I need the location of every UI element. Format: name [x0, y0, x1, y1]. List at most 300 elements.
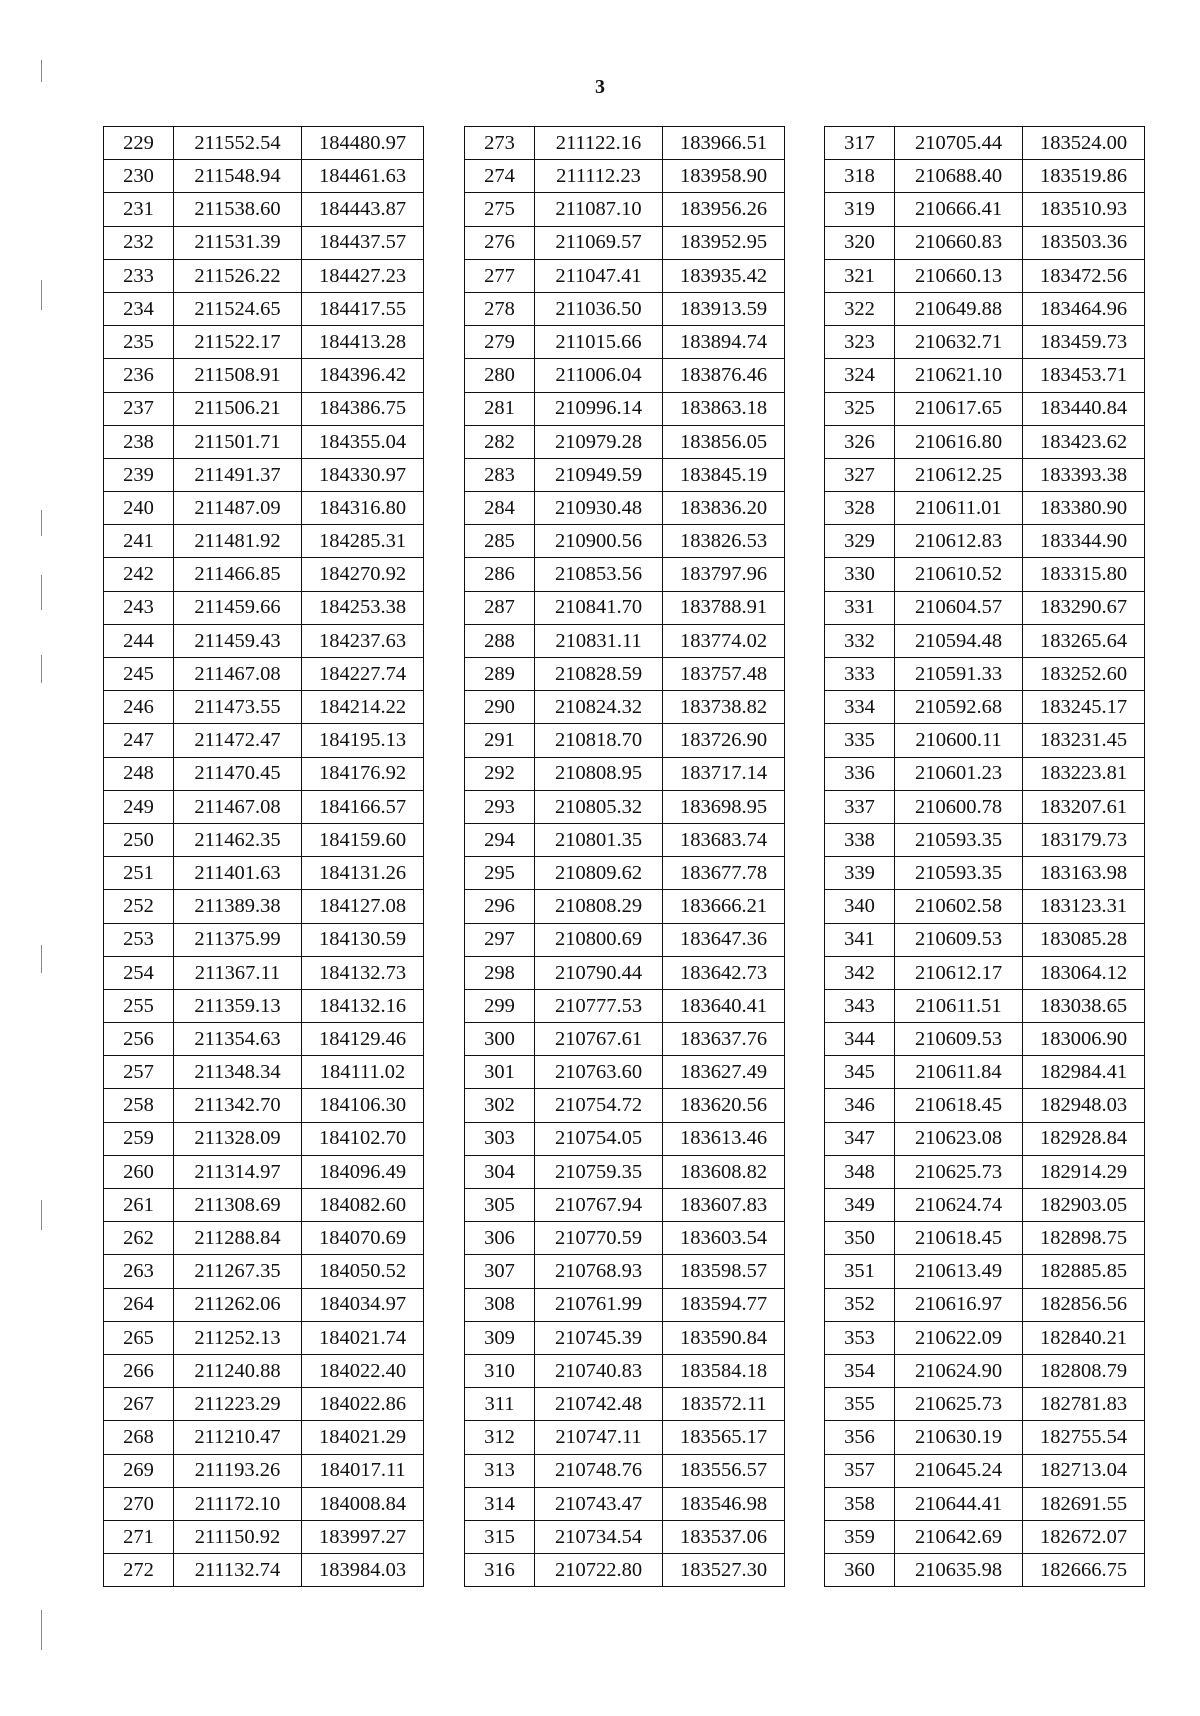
table-row — [825, 558, 1145, 591]
point-number-cell: 302 — [465, 1089, 535, 1122]
table-row — [825, 691, 1145, 724]
x-coordinate-cell: 210609.53 — [895, 1023, 1023, 1056]
table-row — [465, 1122, 785, 1155]
scan-margin-mark — [41, 280, 42, 310]
point-number-cell: 319 — [825, 193, 895, 226]
y-coordinate-cell: 183647.36 — [663, 923, 785, 956]
point-number-cell: 327 — [825, 458, 895, 491]
point-number-cell: 256 — [104, 1023, 174, 1056]
x-coordinate-cell: 211308.69 — [174, 1189, 302, 1222]
y-coordinate-cell: 184070.69 — [302, 1222, 424, 1255]
point-number-cell: 330 — [825, 558, 895, 591]
table-row — [825, 658, 1145, 691]
point-number-cell: 352 — [825, 1288, 895, 1321]
y-coordinate-cell: 183598.57 — [663, 1255, 785, 1288]
point-number-cell: 285 — [465, 525, 535, 558]
x-coordinate-cell: 210767.94 — [535, 1189, 663, 1222]
table-row — [104, 658, 424, 691]
point-number-cell: 346 — [825, 1089, 895, 1122]
y-coordinate-cell: 184355.04 — [302, 425, 424, 458]
x-coordinate-cell: 210768.93 — [535, 1255, 663, 1288]
table-row — [825, 956, 1145, 989]
y-coordinate-cell: 183620.56 — [663, 1089, 785, 1122]
x-coordinate-cell: 210632.71 — [895, 326, 1023, 359]
table-row — [825, 326, 1145, 359]
point-number-cell: 342 — [825, 956, 895, 989]
table-row — [825, 857, 1145, 890]
x-coordinate-cell: 210743.47 — [535, 1487, 663, 1520]
point-number-cell: 273 — [465, 127, 535, 160]
point-number-cell: 284 — [465, 492, 535, 525]
point-number-cell: 280 — [465, 359, 535, 392]
table-row — [825, 492, 1145, 525]
table-row — [104, 890, 424, 923]
x-coordinate-cell: 211359.13 — [174, 989, 302, 1022]
x-coordinate-cell: 211015.66 — [535, 326, 663, 359]
point-number-cell: 320 — [825, 226, 895, 259]
coordinate-table-3 — [824, 126, 1145, 1587]
y-coordinate-cell: 183717.14 — [663, 757, 785, 790]
y-coordinate-cell: 183956.26 — [663, 193, 785, 226]
x-coordinate-cell: 210635.98 — [895, 1554, 1023, 1587]
table-row — [825, 1454, 1145, 1487]
x-coordinate-cell: 211524.65 — [174, 292, 302, 325]
table-row — [465, 458, 785, 491]
x-coordinate-cell: 210612.17 — [895, 956, 1023, 989]
point-number-cell: 318 — [825, 160, 895, 193]
y-coordinate-cell: 184022.40 — [302, 1354, 424, 1387]
table-row — [465, 591, 785, 624]
y-coordinate-cell: 184021.29 — [302, 1421, 424, 1454]
x-coordinate-cell: 211314.97 — [174, 1155, 302, 1188]
y-coordinate-cell: 182755.54 — [1023, 1421, 1145, 1454]
point-number-cell: 239 — [104, 458, 174, 491]
point-number-cell: 263 — [104, 1255, 174, 1288]
y-coordinate-cell: 184270.92 — [302, 558, 424, 591]
table-row — [465, 1255, 785, 1288]
point-number-cell: 336 — [825, 757, 895, 790]
table-row — [104, 1288, 424, 1321]
y-coordinate-cell: 183245.17 — [1023, 691, 1145, 724]
table-row — [104, 790, 424, 823]
x-coordinate-cell: 210600.11 — [895, 724, 1023, 757]
table-row — [104, 160, 424, 193]
table-row — [104, 956, 424, 989]
x-coordinate-cell: 210616.80 — [895, 425, 1023, 458]
point-number-cell: 238 — [104, 425, 174, 458]
x-coordinate-cell: 211506.21 — [174, 392, 302, 425]
table-row — [465, 392, 785, 425]
x-coordinate-cell: 211342.70 — [174, 1089, 302, 1122]
table-row — [465, 691, 785, 724]
x-coordinate-cell: 210611.84 — [895, 1056, 1023, 1089]
y-coordinate-cell: 182781.83 — [1023, 1388, 1145, 1421]
table-row — [825, 1520, 1145, 1553]
x-coordinate-cell: 211047.41 — [535, 259, 663, 292]
point-number-cell: 290 — [465, 691, 535, 724]
x-coordinate-cell: 210611.01 — [895, 492, 1023, 525]
y-coordinate-cell: 184396.42 — [302, 359, 424, 392]
y-coordinate-cell: 183265.64 — [1023, 624, 1145, 657]
y-coordinate-cell: 184176.92 — [302, 757, 424, 790]
table-row — [465, 923, 785, 956]
table-row — [465, 160, 785, 193]
y-coordinate-cell: 183380.90 — [1023, 492, 1145, 525]
table-row — [465, 1056, 785, 1089]
table-row — [465, 259, 785, 292]
y-coordinate-cell: 183856.05 — [663, 425, 785, 458]
table-row — [825, 1222, 1145, 1255]
point-number-cell: 297 — [465, 923, 535, 956]
x-coordinate-cell: 211262.06 — [174, 1288, 302, 1321]
y-coordinate-cell: 183788.91 — [663, 591, 785, 624]
table-row — [825, 525, 1145, 558]
x-coordinate-cell: 210622.09 — [895, 1321, 1023, 1354]
point-number-cell: 315 — [465, 1520, 535, 1553]
x-coordinate-cell: 211459.43 — [174, 624, 302, 657]
table-row — [825, 226, 1145, 259]
x-coordinate-cell: 211354.63 — [174, 1023, 302, 1056]
point-number-cell: 244 — [104, 624, 174, 657]
table-row — [104, 923, 424, 956]
table-row — [104, 757, 424, 790]
x-coordinate-cell: 211367.11 — [174, 956, 302, 989]
x-coordinate-cell: 210594.48 — [895, 624, 1023, 657]
x-coordinate-cell: 211252.13 — [174, 1321, 302, 1354]
table-row — [104, 1487, 424, 1520]
table-row — [825, 923, 1145, 956]
x-coordinate-cell: 210625.73 — [895, 1388, 1023, 1421]
table-row — [104, 724, 424, 757]
table-row — [825, 160, 1145, 193]
x-coordinate-cell: 211467.08 — [174, 790, 302, 823]
table-row — [104, 1421, 424, 1454]
x-coordinate-cell: 211348.34 — [174, 1056, 302, 1089]
y-coordinate-cell: 183863.18 — [663, 392, 785, 425]
y-coordinate-cell: 184237.63 — [302, 624, 424, 657]
table-row — [104, 1189, 424, 1222]
table-row — [465, 525, 785, 558]
y-coordinate-cell: 183640.41 — [663, 989, 785, 1022]
point-number-cell: 309 — [465, 1321, 535, 1354]
point-number-cell: 338 — [825, 823, 895, 856]
x-coordinate-cell: 210642.69 — [895, 1520, 1023, 1553]
point-number-cell: 288 — [465, 624, 535, 657]
y-coordinate-cell: 182885.85 — [1023, 1255, 1145, 1288]
y-coordinate-cell: 182691.55 — [1023, 1487, 1145, 1520]
x-coordinate-cell: 210748.76 — [535, 1454, 663, 1487]
y-coordinate-cell: 182903.05 — [1023, 1189, 1145, 1222]
y-coordinate-cell: 184443.87 — [302, 193, 424, 226]
y-coordinate-cell: 183519.86 — [1023, 160, 1145, 193]
table-row — [104, 193, 424, 226]
table-row — [465, 989, 785, 1022]
x-coordinate-cell: 211508.91 — [174, 359, 302, 392]
y-coordinate-cell: 183510.93 — [1023, 193, 1145, 226]
point-number-cell: 245 — [104, 658, 174, 691]
y-coordinate-cell: 183726.90 — [663, 724, 785, 757]
x-coordinate-cell: 210660.13 — [895, 259, 1023, 292]
table-row — [104, 1354, 424, 1387]
table-row — [825, 1056, 1145, 1089]
point-number-cell: 262 — [104, 1222, 174, 1255]
y-coordinate-cell: 183440.84 — [1023, 392, 1145, 425]
table-row — [465, 1222, 785, 1255]
y-coordinate-cell: 183207.61 — [1023, 790, 1145, 823]
x-coordinate-cell: 210831.11 — [535, 624, 663, 657]
x-coordinate-cell: 211087.10 — [535, 193, 663, 226]
table-row — [825, 624, 1145, 657]
point-number-cell: 296 — [465, 890, 535, 923]
y-coordinate-cell: 184480.97 — [302, 127, 424, 160]
point-number-cell: 316 — [465, 1554, 535, 1587]
point-number-cell: 341 — [825, 923, 895, 956]
y-coordinate-cell: 184132.73 — [302, 956, 424, 989]
table-row — [465, 193, 785, 226]
table-row — [104, 1554, 424, 1587]
x-coordinate-cell: 211459.66 — [174, 591, 302, 624]
coordinate-table-1 — [103, 126, 424, 1587]
x-coordinate-cell: 210754.72 — [535, 1089, 663, 1122]
table-row — [104, 1122, 424, 1155]
point-number-cell: 307 — [465, 1255, 535, 1288]
table-row — [825, 1122, 1145, 1155]
table-row — [465, 326, 785, 359]
point-number-cell: 356 — [825, 1421, 895, 1454]
table-row — [104, 1388, 424, 1421]
y-coordinate-cell: 184008.84 — [302, 1487, 424, 1520]
x-coordinate-cell: 211481.92 — [174, 525, 302, 558]
table-row — [825, 259, 1145, 292]
y-coordinate-cell: 183565.17 — [663, 1421, 785, 1454]
x-coordinate-cell: 210828.59 — [535, 658, 663, 691]
x-coordinate-cell: 211401.63 — [174, 857, 302, 890]
point-number-cell: 351 — [825, 1255, 895, 1288]
x-coordinate-cell: 211223.29 — [174, 1388, 302, 1421]
x-coordinate-cell: 211150.92 — [174, 1520, 302, 1553]
x-coordinate-cell: 211531.39 — [174, 226, 302, 259]
y-coordinate-cell: 184082.60 — [302, 1189, 424, 1222]
x-coordinate-cell: 210611.51 — [895, 989, 1023, 1022]
point-number-cell: 311 — [465, 1388, 535, 1421]
y-coordinate-cell: 183393.38 — [1023, 458, 1145, 491]
point-number-cell: 289 — [465, 658, 535, 691]
point-number-cell: 355 — [825, 1388, 895, 1421]
y-coordinate-cell: 184102.70 — [302, 1122, 424, 1155]
table-row — [465, 890, 785, 923]
point-number-cell: 251 — [104, 857, 174, 890]
table-row — [825, 127, 1145, 160]
y-coordinate-cell: 183423.62 — [1023, 425, 1145, 458]
table-row — [104, 591, 424, 624]
x-coordinate-cell: 211526.22 — [174, 259, 302, 292]
table-row — [825, 1189, 1145, 1222]
point-number-cell: 240 — [104, 492, 174, 525]
point-number-cell: 333 — [825, 658, 895, 691]
point-number-cell: 234 — [104, 292, 174, 325]
point-number-cell: 303 — [465, 1122, 535, 1155]
point-number-cell: 270 — [104, 1487, 174, 1520]
y-coordinate-cell: 183608.82 — [663, 1155, 785, 1188]
point-number-cell: 328 — [825, 492, 895, 525]
x-coordinate-cell: 211472.47 — [174, 724, 302, 757]
x-coordinate-cell: 211473.55 — [174, 691, 302, 724]
point-number-cell: 317 — [825, 127, 895, 160]
table-row — [104, 392, 424, 425]
y-coordinate-cell: 183826.53 — [663, 525, 785, 558]
x-coordinate-cell: 210593.35 — [895, 823, 1023, 856]
table-row — [465, 857, 785, 890]
table-row — [825, 1155, 1145, 1188]
x-coordinate-cell: 210601.23 — [895, 757, 1023, 790]
table-row — [465, 1089, 785, 1122]
y-coordinate-cell: 184022.86 — [302, 1388, 424, 1421]
x-coordinate-cell: 211467.08 — [174, 658, 302, 691]
point-number-cell: 235 — [104, 326, 174, 359]
table-row — [465, 823, 785, 856]
table-row — [825, 392, 1145, 425]
x-coordinate-cell: 210759.35 — [535, 1155, 663, 1188]
x-coordinate-cell: 211210.47 — [174, 1421, 302, 1454]
x-coordinate-cell: 210593.35 — [895, 857, 1023, 890]
y-coordinate-cell: 183594.77 — [663, 1288, 785, 1321]
x-coordinate-cell: 210930.48 — [535, 492, 663, 525]
y-coordinate-cell: 183845.19 — [663, 458, 785, 491]
y-coordinate-cell: 183894.74 — [663, 326, 785, 359]
table-row — [465, 1388, 785, 1421]
y-coordinate-cell: 183683.74 — [663, 823, 785, 856]
y-coordinate-cell: 183966.51 — [663, 127, 785, 160]
point-number-cell: 299 — [465, 989, 535, 1022]
point-number-cell: 322 — [825, 292, 895, 325]
point-number-cell: 324 — [825, 359, 895, 392]
table-row — [104, 458, 424, 491]
x-coordinate-cell: 210591.33 — [895, 658, 1023, 691]
y-coordinate-cell: 183836.20 — [663, 492, 785, 525]
x-coordinate-cell: 210900.56 — [535, 525, 663, 558]
x-coordinate-cell: 211069.57 — [535, 226, 663, 259]
point-number-cell: 229 — [104, 127, 174, 160]
table-row — [825, 1023, 1145, 1056]
table-row — [825, 1288, 1145, 1321]
x-coordinate-cell: 211112.23 — [535, 160, 663, 193]
x-coordinate-cell: 210624.90 — [895, 1354, 1023, 1387]
table-row — [825, 1421, 1145, 1454]
point-number-cell: 339 — [825, 857, 895, 890]
point-number-cell: 308 — [465, 1288, 535, 1321]
x-coordinate-cell: 210613.49 — [895, 1255, 1023, 1288]
x-coordinate-cell: 210660.83 — [895, 226, 1023, 259]
point-number-cell: 291 — [465, 724, 535, 757]
point-number-cell: 248 — [104, 757, 174, 790]
point-number-cell: 337 — [825, 790, 895, 823]
x-coordinate-cell: 210645.24 — [895, 1454, 1023, 1487]
x-coordinate-cell: 210624.74 — [895, 1189, 1023, 1222]
x-coordinate-cell: 211006.04 — [535, 359, 663, 392]
page-number: 3 — [595, 76, 605, 98]
x-coordinate-cell: 211538.60 — [174, 193, 302, 226]
x-coordinate-cell: 211548.94 — [174, 160, 302, 193]
scan-margin-mark — [41, 655, 42, 683]
y-coordinate-cell: 183038.65 — [1023, 989, 1145, 1022]
y-coordinate-cell: 182928.84 — [1023, 1122, 1145, 1155]
x-coordinate-cell: 210592.68 — [895, 691, 1023, 724]
point-number-cell: 357 — [825, 1454, 895, 1487]
table-row — [825, 1487, 1145, 1520]
table-row — [465, 624, 785, 657]
point-number-cell: 321 — [825, 259, 895, 292]
point-number-cell: 301 — [465, 1056, 535, 1089]
x-coordinate-cell: 210841.70 — [535, 591, 663, 624]
scan-margin-mark — [41, 575, 42, 610]
point-number-cell: 332 — [825, 624, 895, 657]
x-coordinate-cell: 210625.73 — [895, 1155, 1023, 1188]
y-coordinate-cell: 184132.16 — [302, 989, 424, 1022]
y-coordinate-cell: 183997.27 — [302, 1520, 424, 1553]
y-coordinate-cell: 184214.22 — [302, 691, 424, 724]
point-number-cell: 260 — [104, 1155, 174, 1188]
table-row — [465, 226, 785, 259]
x-coordinate-cell: 211501.71 — [174, 425, 302, 458]
y-coordinate-cell: 183556.57 — [663, 1454, 785, 1487]
y-coordinate-cell: 184166.57 — [302, 790, 424, 823]
point-number-cell: 298 — [465, 956, 535, 989]
y-coordinate-cell: 183085.28 — [1023, 923, 1145, 956]
y-coordinate-cell: 184131.26 — [302, 857, 424, 890]
point-number-cell: 304 — [465, 1155, 535, 1188]
point-number-cell: 349 — [825, 1189, 895, 1222]
point-number-cell: 255 — [104, 989, 174, 1022]
point-number-cell: 231 — [104, 193, 174, 226]
point-number-cell: 329 — [825, 525, 895, 558]
y-coordinate-cell: 184413.28 — [302, 326, 424, 359]
x-coordinate-cell: 211491.37 — [174, 458, 302, 491]
x-coordinate-cell: 210818.70 — [535, 724, 663, 757]
y-coordinate-cell: 184017.11 — [302, 1454, 424, 1487]
x-coordinate-cell: 211328.09 — [174, 1122, 302, 1155]
table-row — [104, 127, 424, 160]
point-number-cell: 358 — [825, 1487, 895, 1520]
table-row — [465, 1554, 785, 1587]
y-coordinate-cell: 182914.29 — [1023, 1155, 1145, 1188]
x-coordinate-cell: 210600.78 — [895, 790, 1023, 823]
table-row — [104, 823, 424, 856]
point-number-cell: 353 — [825, 1321, 895, 1354]
point-number-cell: 323 — [825, 326, 895, 359]
y-coordinate-cell: 183913.59 — [663, 292, 785, 325]
x-coordinate-cell: 210745.39 — [535, 1321, 663, 1354]
table-row — [825, 1321, 1145, 1354]
table-row — [465, 127, 785, 160]
point-number-cell: 253 — [104, 923, 174, 956]
x-coordinate-cell: 210602.58 — [895, 890, 1023, 923]
x-coordinate-cell: 210644.41 — [895, 1487, 1023, 1520]
y-coordinate-cell: 184195.13 — [302, 724, 424, 757]
x-coordinate-cell: 210612.25 — [895, 458, 1023, 491]
table-row — [104, 1222, 424, 1255]
y-coordinate-cell: 183290.67 — [1023, 591, 1145, 624]
point-number-cell: 265 — [104, 1321, 174, 1354]
table-row — [465, 757, 785, 790]
x-coordinate-cell: 210742.48 — [535, 1388, 663, 1421]
y-coordinate-cell: 184096.49 — [302, 1155, 424, 1188]
y-coordinate-cell: 183627.49 — [663, 1056, 785, 1089]
scan-margin-mark — [41, 1610, 42, 1650]
y-coordinate-cell: 183952.95 — [663, 226, 785, 259]
table-row — [104, 1155, 424, 1188]
scan-margin-mark — [41, 60, 42, 82]
point-number-cell: 269 — [104, 1454, 174, 1487]
